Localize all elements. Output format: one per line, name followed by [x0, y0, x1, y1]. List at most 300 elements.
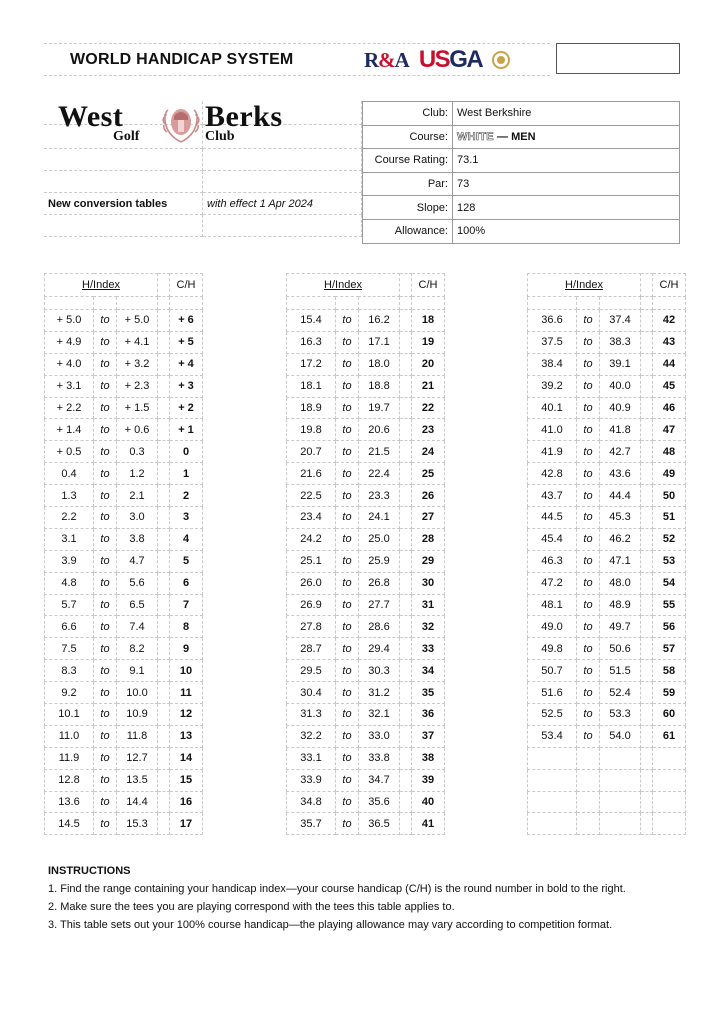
table-row: [287, 725, 445, 747]
instruction-item: 3. This table sets out your 100% course handicap—the playing allowance may vary according to competition format.: [48, 919, 613, 931]
hindex-to: 48.9: [600, 594, 641, 616]
hindex-from: 50.7: [528, 660, 577, 682]
hindex-from: 46.3: [528, 550, 577, 572]
empty-cell: [653, 791, 686, 813]
hindex-from: 19.8: [287, 419, 336, 441]
conversion-table-2: [286, 273, 445, 835]
usga-logo: USGA: [418, 46, 483, 73]
table-row: [287, 463, 445, 485]
hindex-to: 0.3: [117, 441, 158, 463]
hindex-to: 45.3: [600, 507, 641, 529]
hindex-from: 21.6: [287, 463, 336, 485]
spacer-cell: [400, 375, 412, 397]
empty-cell: [577, 813, 600, 835]
course-handicap: 34: [412, 660, 445, 682]
spacer-cell: [158, 747, 170, 769]
course-handicap: + 6: [170, 310, 203, 332]
course-handicap: 9: [170, 638, 203, 660]
spacer-cell: [158, 769, 170, 791]
table-row: [45, 791, 203, 813]
par-value: 73: [453, 172, 680, 196]
table-row: [287, 331, 445, 353]
to-label: to: [94, 331, 117, 353]
table-row: [287, 485, 445, 507]
spacer-cell: [158, 616, 170, 638]
hindex-to: 4.7: [117, 550, 158, 572]
hindex-to: + 2.3: [117, 375, 158, 397]
hindex-from: 24.2: [287, 528, 336, 550]
hindex-to: 42.7: [600, 441, 641, 463]
course-value: [453, 125, 680, 149]
hindex-from: 13.6: [45, 791, 94, 813]
empty-cell: [653, 769, 686, 791]
course-handicap: 57: [653, 638, 686, 660]
course-handicap: 31: [412, 594, 445, 616]
hindex-from: 0.4: [45, 463, 94, 485]
course-separator: —: [493, 130, 512, 143]
hindex-from: 41.9: [528, 441, 577, 463]
hindex-from: + 3.1: [45, 375, 94, 397]
table-row: [528, 353, 686, 375]
course-handicap: 6: [170, 572, 203, 594]
hindex-to: 49.7: [600, 616, 641, 638]
spacer-cell: [158, 572, 170, 594]
table-row: [287, 572, 445, 594]
table-row: [45, 682, 203, 704]
course-handicap: + 3: [170, 375, 203, 397]
hindex-to: 25.0: [359, 528, 400, 550]
to-label: to: [577, 704, 600, 726]
conversion-tables-label: New conversion tables: [44, 193, 203, 215]
to-label: to: [94, 725, 117, 747]
club-logo: [58, 100, 303, 150]
hindex-header-cell: [528, 274, 641, 297]
to-label: to: [336, 704, 359, 726]
hindex-from: 6.6: [45, 616, 94, 638]
course-handicap: 5: [170, 550, 203, 572]
course-handicap: 10: [170, 660, 203, 682]
table-row: [287, 550, 445, 572]
spacer-cell: [158, 419, 170, 441]
spacer-cell: [412, 297, 445, 310]
to-label: to: [577, 375, 600, 397]
spacer-cell: [400, 638, 412, 660]
club-crest-icon: [161, 102, 201, 144]
table-row: [45, 616, 203, 638]
course-handicap: 29: [412, 550, 445, 572]
course-handicap: 21: [412, 375, 445, 397]
empty-cell: [528, 791, 577, 813]
hindex-from: 11.0: [45, 725, 94, 747]
hindex-from: 17.2: [287, 353, 336, 375]
table-row: [287, 507, 445, 529]
course-handicap: 20: [412, 353, 445, 375]
hindex-to: 3.8: [117, 528, 158, 550]
hindex-to: 34.7: [359, 769, 400, 791]
table-row: [45, 463, 203, 485]
course-info-row: [363, 219, 680, 243]
hindex-from: + 0.5: [45, 441, 94, 463]
spacer-cell: [641, 572, 653, 594]
hindex-to: 48.0: [600, 572, 641, 594]
to-label: to: [577, 463, 600, 485]
table-row: [287, 375, 445, 397]
hindex-from: 32.2: [287, 725, 336, 747]
course-handicap: 4: [170, 528, 203, 550]
hindex-to: 8.2: [117, 638, 158, 660]
hindex-to: 2.1: [117, 485, 158, 507]
to-label: to: [336, 441, 359, 463]
hindex-to: 29.4: [359, 638, 400, 660]
hindex-from: 2.2: [45, 507, 94, 529]
to-label: to: [94, 638, 117, 660]
course-handicap: 44: [653, 353, 686, 375]
blank-field-box: [556, 43, 680, 74]
hindex-from: 30.4: [287, 682, 336, 704]
course-handicap: 15: [170, 769, 203, 791]
table-row: [45, 528, 203, 550]
to-label: to: [94, 353, 117, 375]
table-row: [528, 463, 686, 485]
spacer-cell: [158, 375, 170, 397]
hindex-to: + 3.2: [117, 353, 158, 375]
hindex-from: 36.6: [528, 310, 577, 332]
to-label: to: [94, 441, 117, 463]
to-label: to: [336, 397, 359, 419]
to-label: to: [577, 441, 600, 463]
course-label: Course:: [363, 125, 453, 149]
spacer-cell: [641, 397, 653, 419]
course-rating-label: Course Rating:: [363, 149, 453, 173]
hindex-from: 5.7: [45, 594, 94, 616]
hindex-to: 33.0: [359, 725, 400, 747]
spacer-cell: [400, 331, 412, 353]
allowance-label: Allowance:: [363, 219, 453, 243]
course-handicap: 33: [412, 638, 445, 660]
spacer-cell: [641, 353, 653, 375]
spacer-cell: [641, 660, 653, 682]
table-row: [287, 528, 445, 550]
spacer-cell: [158, 725, 170, 747]
hindex-to: 19.7: [359, 397, 400, 419]
hindex-from: 12.8: [45, 769, 94, 791]
hindex-from: + 1.4: [45, 419, 94, 441]
spacer-cell: [400, 463, 412, 485]
spacer-cell: [641, 419, 653, 441]
empty-cell: [653, 813, 686, 835]
spacer-cell: [336, 297, 359, 310]
spacer-cell: [641, 331, 653, 353]
instruction-item: 1. Find the range containing your handicap index—your course handicap (C/H) is the round number in bold to the right.: [48, 883, 626, 895]
hindex-from: 38.4: [528, 353, 577, 375]
spacer-cell: [641, 441, 653, 463]
to-label: to: [577, 550, 600, 572]
hindex-from: 18.9: [287, 397, 336, 419]
empty-cell: [528, 813, 577, 835]
spacer-cell: [641, 310, 653, 332]
to-label: to: [94, 507, 117, 529]
hindex-from: 52.5: [528, 704, 577, 726]
to-label: to: [336, 594, 359, 616]
hindex-to: 52.4: [600, 682, 641, 704]
hindex-from: + 5.0: [45, 310, 94, 332]
to-label: to: [94, 375, 117, 397]
spacer-cell: [158, 397, 170, 419]
table-row: [45, 507, 203, 529]
hindex-to: 17.1: [359, 331, 400, 353]
table-row: [287, 747, 445, 769]
instruction-item: 2. Make sure the tees you are playing correspond with the tees this table applies to.: [48, 901, 455, 913]
spacer-cell: [400, 397, 412, 419]
hindex-from: 39.2: [528, 375, 577, 397]
grid-cell: [44, 171, 203, 193]
hindex-from: 44.5: [528, 507, 577, 529]
hindex-to: 1.2: [117, 463, 158, 485]
spacer-cell: [641, 375, 653, 397]
table-spacer-row: [45, 297, 203, 310]
spacer-cell: [45, 297, 94, 310]
hindex-to: 40.0: [600, 375, 641, 397]
table-row: [528, 813, 686, 835]
course-info-row: [363, 196, 680, 220]
spacer-cell: [158, 507, 170, 529]
spacer-cell: [400, 682, 412, 704]
spacer-cell: [641, 594, 653, 616]
to-label: to: [336, 331, 359, 353]
hindex-header: H/Index: [565, 279, 603, 291]
table-row: [45, 769, 203, 791]
course-handicap: 1: [170, 463, 203, 485]
hindex-header-cell: [287, 274, 400, 297]
spacer-cell: [158, 353, 170, 375]
course-handicap: 26: [412, 485, 445, 507]
hindex-from: 53.4: [528, 725, 577, 747]
course-handicap: 51: [653, 507, 686, 529]
table-row: [287, 441, 445, 463]
to-label: to: [577, 310, 600, 332]
course-handicap: 11: [170, 682, 203, 704]
randa-logo: R&A: [364, 47, 409, 72]
course-handicap: 59: [653, 682, 686, 704]
hindex-from: 22.5: [287, 485, 336, 507]
hindex-to: + 5.0: [117, 310, 158, 332]
to-label: to: [94, 660, 117, 682]
hindex-from: 3.9: [45, 550, 94, 572]
to-label: to: [336, 375, 359, 397]
table-row: [528, 528, 686, 550]
spacer-cell: [577, 297, 600, 310]
to-label: to: [577, 528, 600, 550]
table-row: [287, 616, 445, 638]
hindex-to: 10.9: [117, 704, 158, 726]
hindex-to: 22.4: [359, 463, 400, 485]
hindex-to: 39.1: [600, 353, 641, 375]
table-row: [528, 747, 686, 769]
course-handicap: 52: [653, 528, 686, 550]
grid-cell: [203, 149, 362, 171]
spacer-cell: [400, 550, 412, 572]
table-row: [528, 572, 686, 594]
hindex-from: 45.4: [528, 528, 577, 550]
hindex-from: 10.1: [45, 704, 94, 726]
slope-label: Slope:: [363, 196, 453, 220]
table-row: [287, 397, 445, 419]
table-row: [45, 441, 203, 463]
to-label: to: [94, 463, 117, 485]
spacer-cell: [641, 297, 653, 310]
hindex-from: 3.1: [45, 528, 94, 550]
hindex-to: 15.3: [117, 813, 158, 835]
spacer-cell: [158, 550, 170, 572]
table-row: [287, 638, 445, 660]
course-handicap: 18: [412, 310, 445, 332]
hindex-from: 26.9: [287, 594, 336, 616]
club-logo-club: Club: [205, 129, 235, 144]
course-handicap: 14: [170, 747, 203, 769]
empty-cell: [577, 769, 600, 791]
table-row: [528, 550, 686, 572]
spacer-cell: [158, 331, 170, 353]
course-handicap: 58: [653, 660, 686, 682]
hindex-from: 35.7: [287, 813, 336, 835]
hindex-to: + 1.5: [117, 397, 158, 419]
spacer-cell: [400, 310, 412, 332]
hindex-to: 6.5: [117, 594, 158, 616]
hindex-to: 23.3: [359, 485, 400, 507]
table-row: [45, 638, 203, 660]
empty-cell: [641, 747, 653, 769]
to-label: to: [94, 397, 117, 419]
effective-date-label: with effect 1 Apr 2024: [203, 193, 362, 215]
to-label: to: [336, 813, 359, 835]
course-info-row: [363, 102, 680, 126]
spacer-cell: [400, 419, 412, 441]
course-handicap: + 4: [170, 353, 203, 375]
course-handicap: 24: [412, 441, 445, 463]
to-label: to: [94, 310, 117, 332]
course-handicap: 48: [653, 441, 686, 463]
club-logo-west: West: [58, 100, 124, 133]
spacer-cell: [158, 594, 170, 616]
table-row: [528, 682, 686, 704]
spacer-cell: [641, 616, 653, 638]
to-label: to: [577, 419, 600, 441]
table-row: [528, 725, 686, 747]
empty-cell: [600, 791, 641, 813]
to-label: to: [94, 616, 117, 638]
club-logo-berks: Berks: [205, 100, 283, 133]
spacer-cell: [641, 463, 653, 485]
instructions-heading: INSTRUCTIONS: [48, 865, 131, 877]
spacer-cell: [641, 528, 653, 550]
course-handicap: 50: [653, 485, 686, 507]
course-handicap: 13: [170, 725, 203, 747]
hindex-to: 28.6: [359, 616, 400, 638]
table-row: [287, 310, 445, 332]
course-handicap: 41: [412, 813, 445, 835]
table-row: [45, 419, 203, 441]
hindex-to: 51.5: [600, 660, 641, 682]
par-label: Par:: [363, 172, 453, 196]
hindex-to: 9.1: [117, 660, 158, 682]
to-label: to: [336, 572, 359, 594]
table-header-row: [287, 274, 445, 297]
table-spacer-row: [287, 297, 445, 310]
hindex-from: 11.9: [45, 747, 94, 769]
hindex-to: 53.3: [600, 704, 641, 726]
course-handicap: 8: [170, 616, 203, 638]
hindex-from: 33.9: [287, 769, 336, 791]
spacer-cell: [400, 813, 412, 835]
table-row: [528, 616, 686, 638]
table-row: [45, 813, 203, 835]
grid-cell: [203, 215, 362, 237]
to-label: to: [577, 397, 600, 419]
hindex-from: 49.8: [528, 638, 577, 660]
to-label: to: [94, 550, 117, 572]
spacer-cell: [641, 704, 653, 726]
table-row: [287, 419, 445, 441]
hindex-to: 41.8: [600, 419, 641, 441]
to-label: to: [94, 704, 117, 726]
course-handicap: 2: [170, 485, 203, 507]
spacer-cell: [641, 725, 653, 747]
hindex-to: 25.9: [359, 550, 400, 572]
hindex-from: 42.8: [528, 463, 577, 485]
course-handicap: 7: [170, 594, 203, 616]
course-handicap: 3: [170, 507, 203, 529]
hindex-to: 36.5: [359, 813, 400, 835]
course-rating-value: 73.1: [453, 149, 680, 173]
hindex-from: 18.1: [287, 375, 336, 397]
course-handicap: 0: [170, 441, 203, 463]
hindex-to: 14.4: [117, 791, 158, 813]
hindex-to: 7.4: [117, 616, 158, 638]
hindex-to: 37.4: [600, 310, 641, 332]
empty-cell: [528, 747, 577, 769]
table-row: [45, 550, 203, 572]
spacer-cell: [117, 297, 158, 310]
hindex-from: 28.7: [287, 638, 336, 660]
hindex-from: 14.5: [45, 813, 94, 835]
table-header-row: [45, 274, 203, 297]
to-label: to: [577, 725, 600, 747]
to-label: to: [336, 507, 359, 529]
spacer-cell: [600, 297, 641, 310]
tee-colour: WHITE: [457, 130, 494, 143]
spacer-cell: [400, 747, 412, 769]
seal-icon: [492, 51, 510, 69]
spacer-cell: [158, 274, 170, 297]
table-row: [528, 485, 686, 507]
hindex-to: 32.1: [359, 704, 400, 726]
course-handicap: 36: [412, 704, 445, 726]
empty-cell: [653, 747, 686, 769]
grid-cell: [44, 215, 203, 237]
hindex-to: 13.5: [117, 769, 158, 791]
hindex-to: 20.6: [359, 419, 400, 441]
course-handicap: 43: [653, 331, 686, 353]
table-row: [528, 638, 686, 660]
hindex-to: 18.8: [359, 375, 400, 397]
course-handicap: 38: [412, 747, 445, 769]
to-label: to: [336, 310, 359, 332]
table-row: [528, 331, 686, 353]
empty-cell: [600, 747, 641, 769]
to-label: to: [94, 682, 117, 704]
to-label: to: [577, 353, 600, 375]
to-label: to: [94, 572, 117, 594]
